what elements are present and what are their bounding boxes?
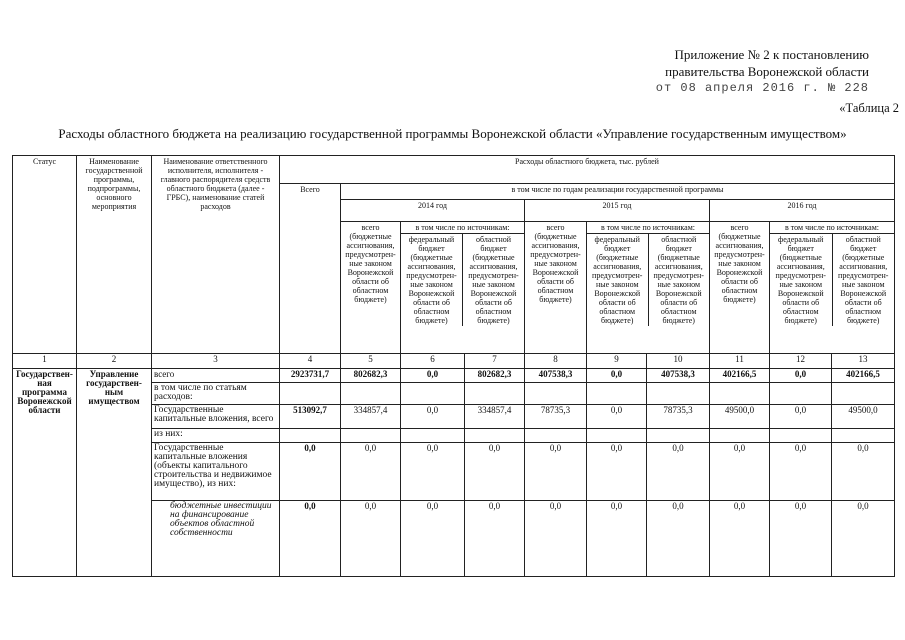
header-all-text: всего (бюджетные ассигнования, предусмотрен-ные законом Воронежской области об областном бюджете) [714,223,765,304]
header-regional: областной бюджет (бюджетные ассигнования, предусмотрен-ные законом Воронежской области об областном бюджете) [653,235,704,325]
budget-table [12,155,895,577]
value-cell: 0,0 [525,443,587,501]
header-sources-label: в том числе по источникам: [587,222,709,234]
header-2016-all [710,222,770,354]
value-cell: 513092,7 [280,405,341,429]
column-number: 4 [280,354,341,369]
value-cell: 802682,3 [341,369,401,383]
column-number: 7 [465,354,525,369]
appendix-date-line: от 08 апреля 2016 г. № 228 [655,81,869,95]
value-cell: 407538,3 [525,369,587,383]
value-cell: 334857,4 [465,405,525,429]
header-all-text: всего (бюджетные ассигнования, предусмотрен-ные законом Воронежской области об областном бюджете) [530,223,581,304]
value-cell: 0,0 [647,501,710,577]
header-sources-label: в том числе по источникам: [401,222,524,234]
header-grbs: Наименование ответственного исполнителя, исполнителя - главного распорядителя средств областного бюджета (далее - ГРБС), наименование статей расходов [152,156,280,354]
program-name-cell: Управление государствен-ным имуществом [77,369,152,577]
value-cell: 78735,3 [647,405,710,429]
value-cell: 334857,4 [341,405,401,429]
column-number: 11 [710,354,770,369]
value-cell: 0,0 [401,369,465,383]
status-cell: Государствен-ная программа Воронежской области [13,369,77,577]
value-cell: 0,0 [280,443,341,501]
column-number: 2 [77,354,152,369]
row-label: в том числе по статьям расходов: [152,383,280,405]
value-cell: 0,0 [832,501,895,577]
value-cell [710,383,770,405]
header-by-years: в том числе по годам реализации государственной программы [341,184,895,200]
value-cell [647,429,710,443]
column-number: 6 [401,354,465,369]
value-cell [525,429,587,443]
value-cell [280,383,341,405]
header-program-name: Наименование государственной программы, подпрограммы, основного мероприятия [77,156,152,354]
value-cell: 49500,0 [832,405,895,429]
value-cell: 0,0 [401,405,465,429]
column-number: 3 [152,354,280,369]
value-cell [341,383,401,405]
appendix-header [656,46,869,97]
value-cell: 0,0 [587,501,647,577]
value-cell: 0,0 [770,405,832,429]
table-note: «Таблица 2 [839,101,899,115]
header-2015-sources [587,222,710,354]
header-all-text: всего (бюджетные ассигнования, предусмотрен-ные законом Воронежской области об областном бюджете) [345,223,396,304]
column-number: 1 [13,354,77,369]
value-cell [587,429,647,443]
value-cell [647,383,710,405]
row-label: Государственные капитальные вложения, всего [152,405,280,429]
header-status: Статус [13,156,77,354]
value-cell [770,383,832,405]
value-cell: 802682,3 [465,369,525,383]
value-cell [401,383,465,405]
header-federal: федеральный бюджет (бюджетные ассигнования, предусмотрен-ные законом Воронежской области об областном бюджете) [587,234,649,326]
header-total: Всего [280,184,341,354]
value-cell: 0,0 [770,369,832,383]
column-number: 9 [587,354,647,369]
appendix-line-2: правительства Воронежской области [665,64,869,79]
header-2015-all [525,222,587,354]
header-year-2014: 2014 год [341,200,525,222]
value-cell: 0,0 [770,443,832,501]
header-year-2016: 2016 год [710,200,895,222]
column-number: 5 [341,354,401,369]
value-cell: 49500,0 [710,405,770,429]
value-cell [710,429,770,443]
value-cell: 0,0 [465,501,525,577]
header-sources-label: в том числе по источникам: [770,222,894,234]
header-2014-all [341,222,401,354]
value-cell: 0,0 [587,443,647,501]
value-cell: 0,0 [465,443,525,501]
value-cell: 2923731,7 [280,369,341,383]
value-cell: 0,0 [401,443,465,501]
value-cell: 402166,5 [710,369,770,383]
value-cell: 0,0 [587,369,647,383]
header-expenses: Расходы областного бюджета, тыс. рублей [280,156,895,184]
value-cell: 407538,3 [647,369,710,383]
header-2014-sources [401,222,525,354]
value-cell [280,429,341,443]
header-federal: федеральный бюджет (бюджетные ассигнования, предусмотрен-ные законом Воронежской области об областном бюджете) [401,234,463,326]
value-cell: 0,0 [710,501,770,577]
value-cell [465,429,525,443]
value-cell: 0,0 [341,443,401,501]
value-cell [832,383,895,405]
row-label: из них: [152,429,280,443]
value-cell [587,383,647,405]
value-cell: 0,0 [647,443,710,501]
column-number: 8 [525,354,587,369]
value-cell: 78735,3 [525,405,587,429]
value-cell [401,429,465,443]
header-federal: федеральный бюджет (бюджетные ассигнования, предусмотрен-ные законом Воронежской области об областном бюджете) [770,234,833,326]
table-row [13,369,895,383]
row-label: всего [152,369,280,383]
column-number: 10 [647,354,710,369]
header-year-2015: 2015 год [525,200,710,222]
header-regional: областной бюджет (бюджетные ассигнования, предусмотрен-ные законом Воронежской области об областном бюджете) [838,235,889,325]
value-cell [341,429,401,443]
appendix-line-1: Приложение № 2 к постановлению [674,47,869,62]
value-cell: 0,0 [401,501,465,577]
value-cell: 0,0 [587,405,647,429]
column-number: 13 [832,354,895,369]
row-label: Государственные капитальные вложения (объекты капитального строительства и недвижимое имущество), из них: [152,443,280,501]
value-cell [465,383,525,405]
value-cell: 402166,5 [832,369,895,383]
column-number: 12 [770,354,832,369]
value-cell: 0,0 [770,501,832,577]
value-cell [525,383,587,405]
value-cell [832,429,895,443]
value-cell: 0,0 [710,443,770,501]
value-cell: 0,0 [832,443,895,501]
value-cell [770,429,832,443]
column-numbers-row [13,354,895,369]
header-regional: областной бюджет (бюджетные ассигнования, предусмотрен-ные законом Воронежской области об областном бюджете) [468,235,519,325]
document-title: Расходы областного бюджета на реализацию государственной программы Воронежской области «Управление государственным имуществом» [58,126,847,141]
header-2016-sources [770,222,895,354]
value-cell: 0,0 [525,501,587,577]
row-label: бюджетные инвестиции на финансирование объектов областной собственности [152,501,280,577]
value-cell: 0,0 [341,501,401,577]
value-cell: 0,0 [280,501,341,577]
